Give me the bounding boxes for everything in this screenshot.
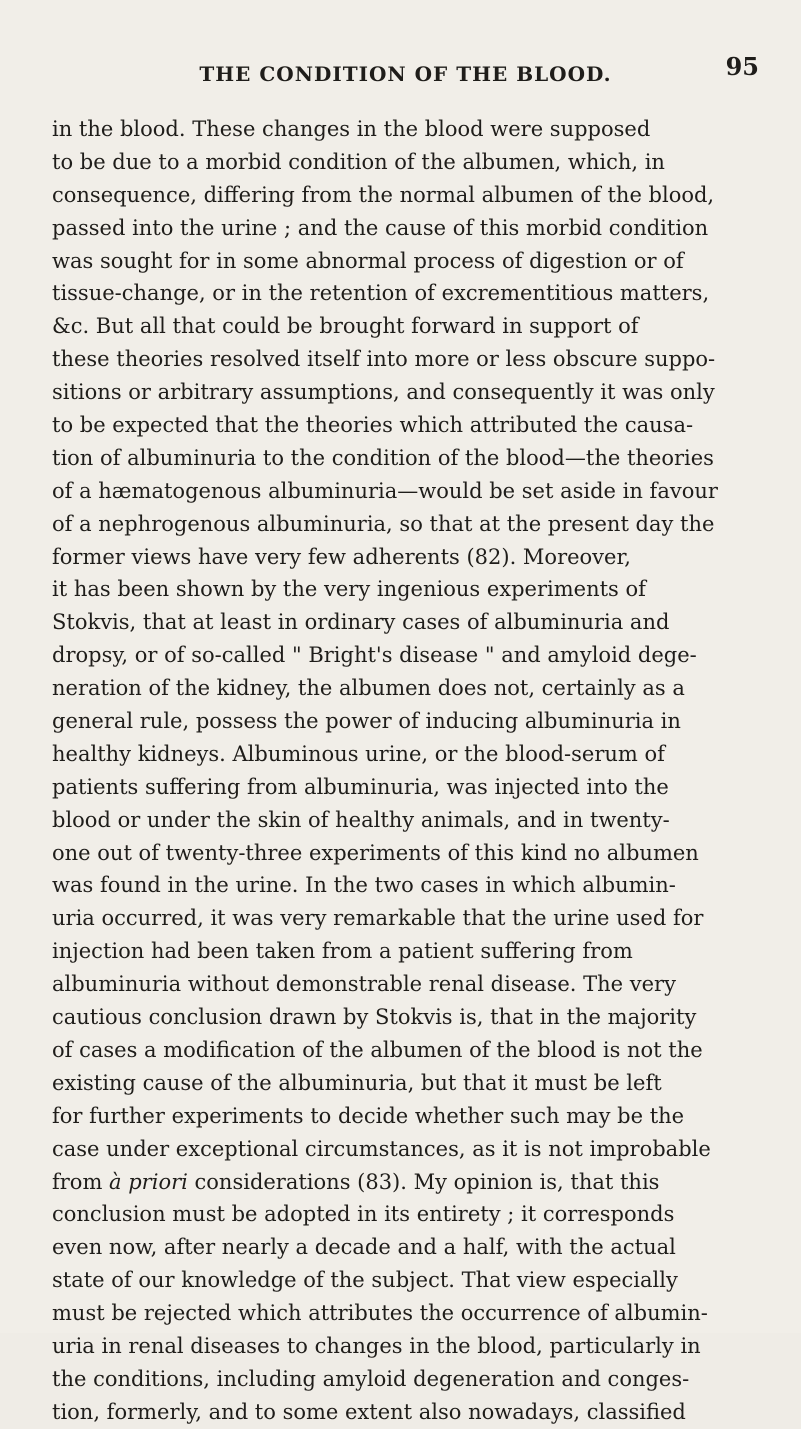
text-line-5: was sought for in some abnormal process of digestion or of <box>52 248 684 273</box>
body-copy <box>52 113 758 1429</box>
text-line-19: general rule, possess the power of inducing albuminuria in <box>52 709 681 734</box>
text-line-31: for further experiments to decide whether such may be the <box>52 1103 685 1128</box>
text-line-38: uria in renal diseases to changes in the blood, particularly in <box>52 1333 701 1358</box>
text-line-2: to be due to a morbid condition of the albumen, which, in <box>52 149 665 174</box>
running-title: THE CONDITION OF THE BLOOD. <box>199 62 612 86</box>
text-line-33 <box>52 1166 758 1199</box>
text-line-33-start: from <box>52 1169 110 1194</box>
text-line-29: of cases a modification of the albumen of the blood is not the <box>52 1037 703 1062</box>
text-line-13: of a nephrogenous albuminuria, so that at the present day the <box>52 511 715 536</box>
text-line-25: uria occurred, it was very remarkable that the urine used for <box>52 906 704 931</box>
text-line-9: sitions or arbitrary assumptions, and consequently it was only <box>52 380 715 405</box>
text-line-12: of a hæmatogenous albuminuria—would be set aside in favour <box>52 478 718 503</box>
text-line-11: tion of albuminuria to the condition of the blood—the theories <box>52 445 714 470</box>
text-line-35: even now, after nearly a decade and a half, with the actual <box>52 1235 676 1260</box>
text-line-18: neration of the kidney, the albumen does not, certainly as a <box>52 676 685 701</box>
text-line-30: existing cause of the albuminuria, but that it must be left <box>52 1070 662 1095</box>
text-line-37: must be rejected which attributes the occurrence of albumin- <box>52 1301 708 1326</box>
text-line-14: former views have very few adherents (82). Moreover, <box>52 544 631 569</box>
page-number: 95 <box>725 52 759 81</box>
text-line-27: albuminuria without demonstrable renal disease. The very <box>52 972 676 997</box>
text-line-28: cautious conclusion drawn by Stokvis is, that in the majority <box>52 1005 697 1030</box>
text-line-10: to be expected that the theories which attributed the causa- <box>52 413 694 438</box>
latin-phrase: à priori <box>109 1169 188 1194</box>
text-line-4: passed into the urine ; and the cause of this morbid condition <box>52 215 709 240</box>
text-line-21: patients suffering from albuminuria, was injected into the <box>52 774 669 799</box>
text-line-40: tion, formerly, and to some extent also nowadays, classified <box>52 1399 686 1424</box>
text-line-1: in the blood. These changes in the blood were supposed <box>52 117 651 141</box>
text-line-39: the conditions, including amyloid degeneration and conges- <box>52 1366 690 1391</box>
text-line-6: tissue-change, or in the retention of excrementitious matters, <box>52 281 710 306</box>
text-line-33-end: My opinion is, that this <box>413 1169 660 1194</box>
text-line-22: blood or under the skin of healthy animals, and in twenty- <box>52 807 670 832</box>
text-line-32: case under exceptional circumstances, as it is not improbable <box>52 1136 711 1161</box>
text-line-16: Stokvis, that at least in ordinary cases of albuminuria and <box>52 610 670 635</box>
text-line-26: injection had been taken from a patient suffering from <box>52 939 633 964</box>
text-line-34: conclusion must be adopted in its entirety ; it corresponds <box>52 1202 675 1227</box>
text-line-20: healthy kidneys. Albuminous urine, or the blood-serum of <box>52 741 665 766</box>
text-line-15: it has been shown by the very ingenious experiments of <box>52 577 646 602</box>
text-line-36: state of our knowledge of the subject. That view especially <box>52 1268 678 1293</box>
text-line-8: these theories resolved itself into more or less obscure suppo- <box>52 347 716 372</box>
text-line-23: one out of twenty-three experiments of this kind no albumen <box>52 840 699 865</box>
text-line-3: consequence, differing from the normal albumen of the blood, <box>52 182 715 207</box>
text-line-17: dropsy, or of so-called " Bright's disease " and amyloid dege- <box>52 643 697 668</box>
running-header <box>52 52 759 88</box>
text-line-24: was found in the urine. In the two cases in which albumin- <box>52 873 676 898</box>
text-line-7: &c. But all that could be brought forward in support of <box>52 314 639 339</box>
citation-fragment: considerations (83). <box>187 1169 414 1194</box>
